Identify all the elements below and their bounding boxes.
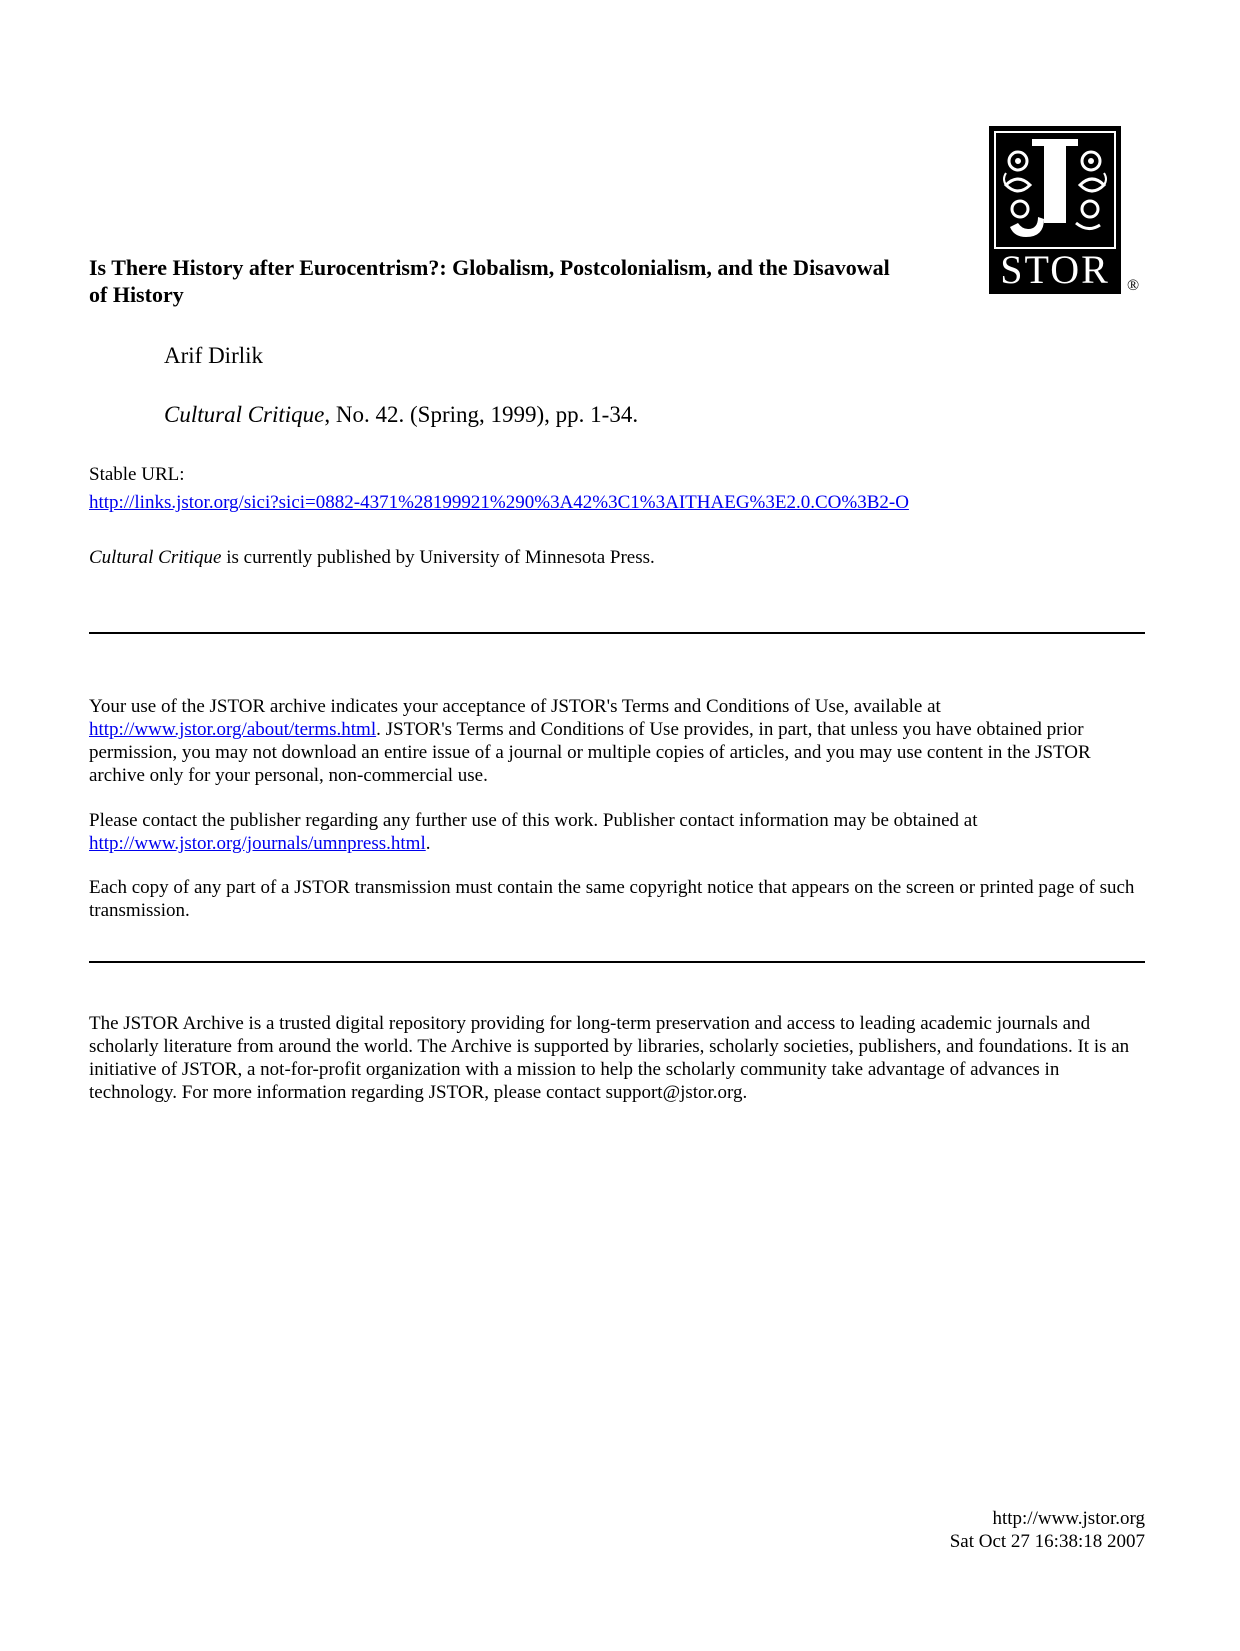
- copyright-paragraph: Each copy of any part of a JSTOR transmission must contain the same copyright notice that appears on the screen or printed page of such transmission.: [89, 877, 1135, 921]
- article-author: Arif Dirlik: [164, 343, 264, 368]
- registered-mark: ®: [1127, 277, 1140, 294]
- contact-paragraph: [89, 809, 1151, 855]
- jstor-logo: [989, 126, 1121, 294]
- stable-url-link[interactable]: http://links.jstor.org/sici?sici=0882-4371%28199921%290%3A42%3C1%3AITHAEG%3E2.0.CO%3B2-O: [89, 492, 909, 513]
- publisher-statement: [89, 546, 655, 570]
- contact-text-end: .: [425, 833, 431, 854]
- divider: [89, 961, 1145, 963]
- footer-site: http://www.jstor.org: [992, 1508, 1145, 1529]
- divider: [89, 632, 1145, 634]
- terms-paragraph: [89, 695, 1151, 787]
- jstor-logo-text: STOR: [1000, 247, 1110, 292]
- jstor-ornamental-j-icon: [994, 131, 1116, 249]
- article-citation: [164, 401, 638, 429]
- citation-details: , No. 42. (Spring, 1999), pp. 1-34.: [324, 402, 639, 427]
- stable-url-label: Stable URL:: [89, 464, 185, 485]
- terms-text-cont: . JSTOR's Terms and Conditions of Use provides, in part, that unless you have obtained prior permission, you may not download an entire issue of a journal or multiple copies of articles, and you may use content in the JSTOR archive only for your personal, non-commercial use.: [89, 719, 1091, 786]
- terms-link[interactable]: http://www.jstor.org/about/terms.html: [89, 719, 377, 740]
- footer: [950, 1507, 1145, 1553]
- publisher-text: is currently published by University of Minnesota Press.: [221, 547, 655, 568]
- publisher-journal-name: Cultural Critique: [89, 547, 222, 568]
- terms-text: Your use of the JSTOR archive indicates your acceptance of JSTOR's Terms and Conditions of Use, available at: [89, 696, 941, 717]
- journal-name: Cultural Critique: [164, 402, 325, 427]
- contact-text: Please contact the publisher regarding any further use of this work. Publisher contact information may be obtained at: [89, 810, 978, 831]
- about-paragraph: The JSTOR Archive is a trusted digital repository providing for long-term preservation and access to leading academic journals and scholarly literature from around the world. The Archive is supported by libraries, scholarly societies, publishers, and foundations. It is an initiative of JSTOR, a not-for-profit organization with a mission to help the scholarly community take advantage of advances in technology. For more information regarding JSTOR, please contact support@jstor.org.: [89, 1013, 1130, 1103]
- publisher-contact-link[interactable]: http://www.jstor.org/journals/umnpress.html: [89, 833, 426, 854]
- footer-timestamp: Sat Oct 27 16:38:18 2007: [949, 1531, 1145, 1552]
- article-title: Is There History after Eurocentrism?: Globalism, Postcolonialism, and the Disavowal of History: [89, 255, 890, 307]
